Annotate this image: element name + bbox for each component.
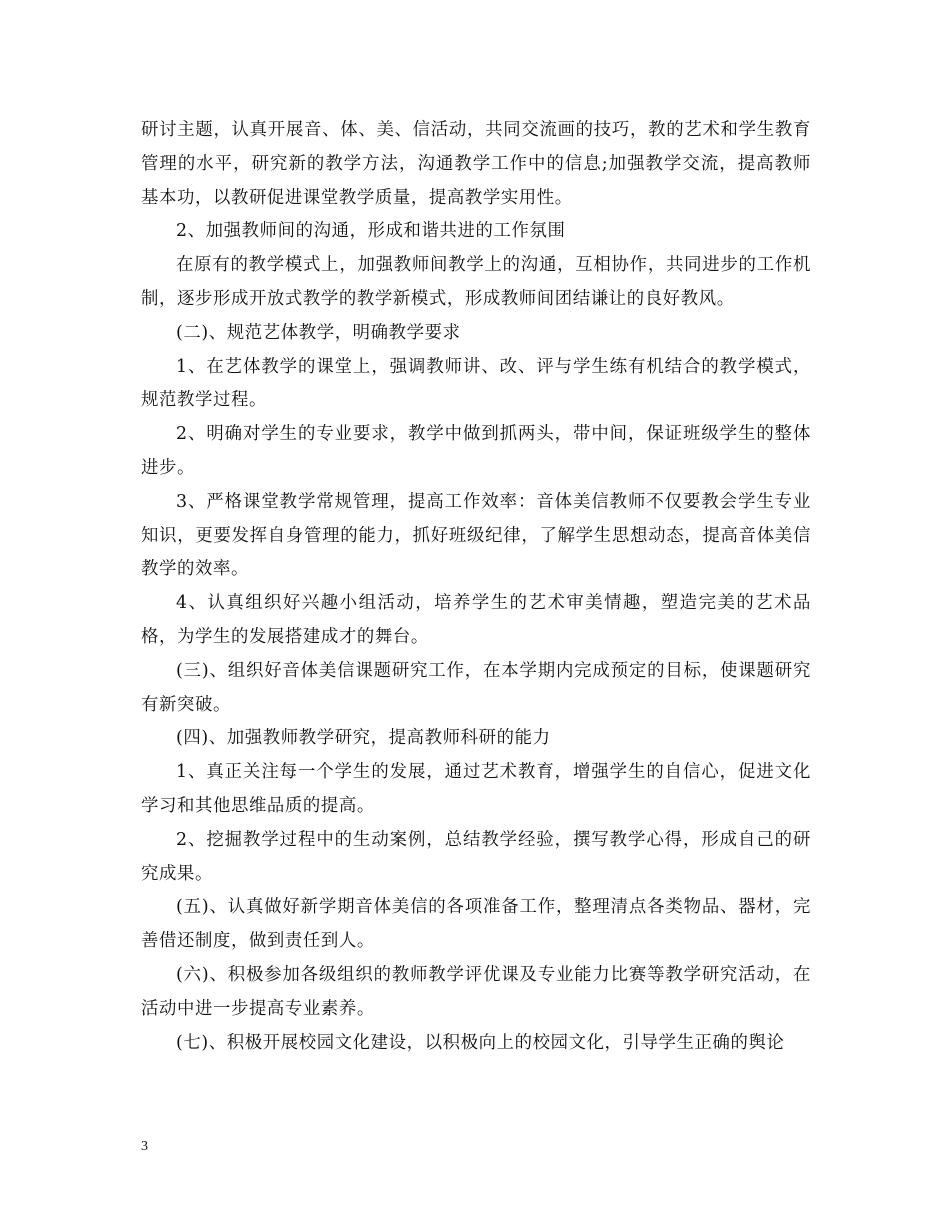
paragraph: 2、挖掘教学过程中的生动案例，总结教学经验，撰写教学心得，形成自己的研究成果。 (141, 829, 811, 884)
paragraph: 2、明确对学生的专业要求，教学中做到抓两头，带中间，保证班级学生的整体进步。 (141, 424, 811, 478)
document-body (141, 114, 811, 1060)
section-heading: (三)、组织好音体美信课题研究工作，在本学期内完成预定的目标，使课题研究有新突破。 (141, 660, 811, 715)
paragraph: 在原有的教学模式上，加强教师间教学上的沟通，互相协作，共同进步的工作机制，逐步形成开放式教学的教学新模式，形成教师间团结谦让的良好教风。 (141, 255, 811, 309)
paragraph: 3、严格课堂教学常规管理，提高工作效率：音体美信教师不仅要教会学生专业知识，更要发挥自身管理的能力，抓好班级纪律，了解学生思想动态，提高音体美信教学的效率。 (141, 491, 811, 580)
paragraph: 研讨主题，认真开展音、体、美、信活动，共同交流画的技巧，教的艺术和学生教育管理的水平，研究新的教学方法，沟通教学工作中的信息;加强教学交流，提高教师基本功，以教研促进课堂教学质量，提高教学实用性。 (141, 120, 811, 208)
section-heading: (二)、规范艺体教学，明确教学要求 (176, 322, 461, 343)
section-heading: (六)、积极参加各级组织的教师教学评优课及专业能力比赛等教学研究活动，在活动中进一步提高专业素养。 (141, 964, 811, 1019)
paragraph: 2、加强教师间的沟通，形成和谐共进的工作氛围 (176, 221, 566, 242)
section-heading: (四)、加强教师教学研究，提高教师科研的能力 (176, 728, 551, 749)
page-number: 3 (141, 1139, 148, 1154)
paragraph: 4、认真组织好兴趣小组活动，培养学生的艺术审美情趣，塑造完美的艺术品格，为学生的发展搭建成才的舞台。 (141, 593, 811, 647)
paragraph: 1、真正关注每一个学生的发展，通过艺术教育，增强学生的自信心，促进文化学习和其他思维品质的提高。 (141, 762, 811, 816)
section-heading: (五)、认真做好新学期音体美信的各项准备工作，整理清点各类物品、器材，完善借还制度，做到责任到人。 (141, 897, 811, 952)
section-heading: (七)、积极开展校园文化建设，以积极向上的校园文化，引导学生正确的舆论 (176, 1032, 785, 1053)
paragraph: 1、在艺体教学的课堂上，强调教师讲、改、评与学生练有机结合的教学模式，规范教学过程。 (141, 356, 811, 411)
